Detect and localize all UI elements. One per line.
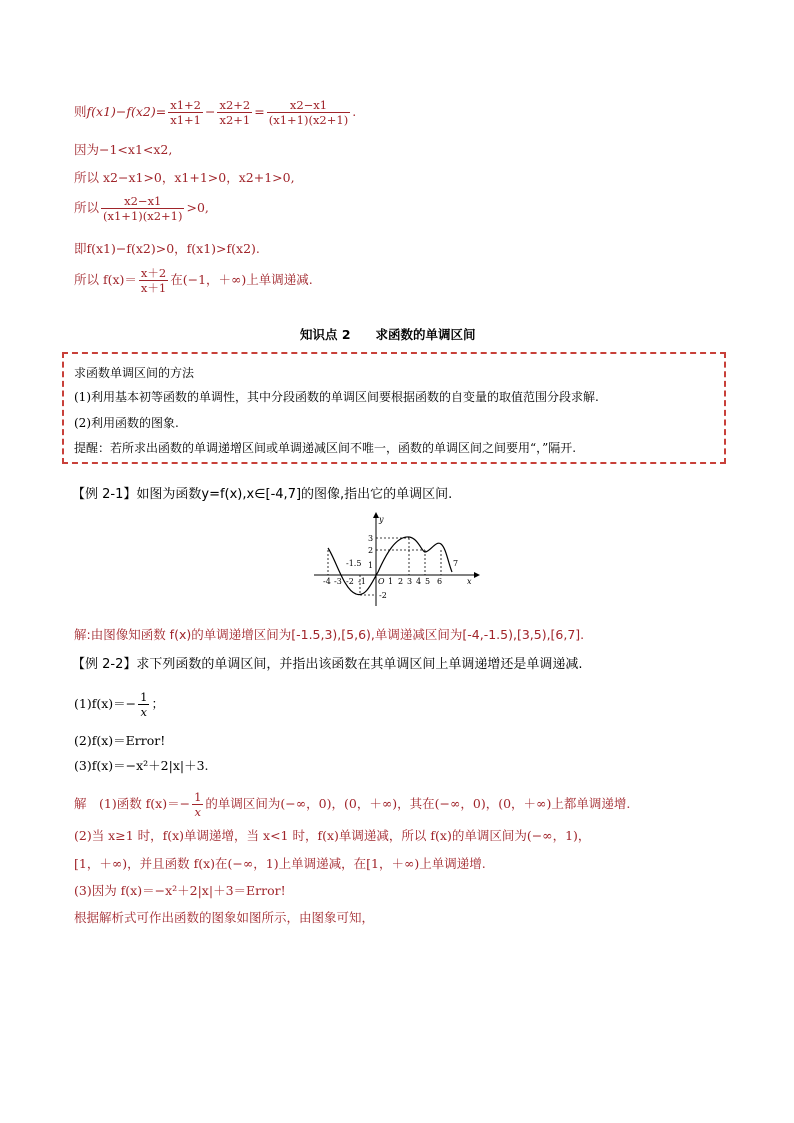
fraction-numerator: x1+2 [170, 98, 201, 112]
x-tick-label: 2 [398, 577, 404, 586]
y-tick-label: 1 [368, 561, 374, 570]
problem-1 [74, 690, 164, 719]
x-tick-label: 5 [425, 577, 431, 586]
solution-line-5: 根据解析式可作出函数的图象如图所示，由图象可知， [74, 910, 375, 925]
annotation-label: -1.5 [346, 559, 362, 568]
function-graph [312, 510, 482, 610]
example-2-1-solution: 解:由图像知函数 f(x)的单调递增区间为[-1.5,3),[5,6),单调递减区间为[-4,-1.5),[3,5),[6,7]. [74, 627, 585, 642]
x-axis-arrow-icon [474, 572, 480, 578]
problem-2: (2)f(x)＝Error! [74, 733, 166, 748]
y-axis-label: y [379, 515, 384, 524]
x-tick-label: -3 [334, 577, 342, 586]
fraction-denominator: x [194, 805, 201, 819]
text: 则 [74, 104, 87, 119]
text: 的单调区间为(−∞，0)，(0，＋∞)，其在(−∞，0)，(0，＋∞)上都单调递增. [205, 796, 631, 811]
solution-line-2: (2)当 x≥1 时，f(x)单调递增，当 x<1 时，f(x)单调递减，所以 f(x)的单调区间为(−∞，1)， [74, 828, 591, 843]
solution-line-3: [1，＋∞)，并且函数 f(x)在(−∞，1)上单调递减，在[1，＋∞)上单调递增. [74, 856, 486, 871]
origin-label: O [378, 577, 385, 586]
text: 解 (1)函数 f(x)＝− [74, 796, 191, 811]
y-tick-label: -2 [379, 591, 387, 600]
math-expr: f(x1)−f(x2)= [86, 104, 167, 119]
y-tick-label: 2 [368, 546, 374, 555]
fraction-denominator: (x1+1)(x2+1) [103, 209, 183, 223]
solution-line-4: (3)因为 f(x)＝−x²＋2|x|＋3＝Error! [74, 883, 286, 898]
fraction-denominator: x＋1 [140, 281, 167, 295]
text: 所以 f(x)＝ [74, 272, 137, 287]
solution-line-1 [74, 790, 630, 819]
fraction-numerator: x2+2 [219, 98, 251, 112]
method-box-line-1: (1)利用基本初等函数的单调性，其中分段函数的单调区间要根据函数的自变量的取值范围分段求解. [74, 390, 599, 404]
method-box-title: 求函数单调区间的方法 [74, 366, 195, 380]
fraction [139, 266, 168, 295]
proof-line-1 [74, 98, 356, 127]
example-label: 【例 2-1】 [72, 487, 137, 502]
section-heading: 知识点 2 求函数的单调区间 [300, 327, 476, 342]
fraction-numerator: 1 [194, 790, 202, 804]
fraction-denominator: x [140, 705, 148, 719]
x-tick-label: 7 [453, 559, 459, 568]
proof-line-6 [74, 266, 313, 295]
fraction-denominator: x2+1 [219, 113, 251, 127]
fraction [101, 194, 184, 223]
method-box-line-2: (2)利用函数的图象. [74, 416, 179, 430]
fraction [138, 690, 149, 719]
fraction-numerator: x＋2 [140, 266, 167, 280]
fraction-denominator: (x1+1)(x2+1) [268, 113, 349, 127]
text: >0, [186, 200, 209, 215]
fraction-numerator: x2−x1 [101, 194, 184, 209]
proof-line-4 [74, 194, 209, 223]
x-tick-label: -4 [323, 577, 331, 586]
method-box [62, 352, 726, 464]
text: (1)f(x)＝− [74, 696, 137, 711]
text: 在(−1，＋∞)上单调递减. [170, 272, 313, 287]
x-tick-label: 1 [388, 577, 394, 586]
fraction-numerator: 1 [140, 690, 148, 704]
proof-line-2: 因为−1<x1<x2, [74, 142, 173, 157]
x-tick-label: -2 [346, 577, 354, 586]
example-text: 求下列函数的单调区间，并指出该函数在其单调区间上单调递增还是单调递减. [136, 657, 583, 672]
text: ； [151, 696, 164, 711]
x-tick-label: 4 [416, 577, 422, 586]
example-label: 【例 2-2】 [72, 657, 137, 672]
example-2-2 [72, 653, 583, 672]
fraction [168, 98, 203, 127]
equals-sign: = [254, 104, 265, 119]
x-tick-label: 6 [437, 577, 443, 586]
period: . [352, 104, 357, 119]
fraction [192, 790, 203, 819]
proof-line-5: 即f(x1)−f(x2)>0，f(x1)>f(x2). [74, 241, 260, 256]
example-text: 如图为函数y=f(x),x∈[-4,7]的图像,指出它的单调区间. [136, 487, 453, 502]
minus-sign: − [205, 104, 216, 119]
method-box-line-3: 提醒：若所求出函数的单调递增区间或单调递减区间不唯一，函数的单调区间之间要用“，”隔开. [74, 441, 577, 455]
fraction [217, 98, 252, 127]
x-tick-label: 3 [407, 577, 413, 586]
proof-line-3: 所以 x2−x1>0，x1+1>0，x2+1>0, [74, 170, 295, 185]
fraction-numerator: x2−x1 [267, 98, 350, 113]
fraction [267, 98, 350, 127]
y-tick-label: 3 [368, 534, 374, 543]
text: 所以 [74, 200, 100, 215]
x-tick-label: -1 [358, 577, 366, 586]
problem-3: (3)f(x)＝−x²＋2|x|＋3. [74, 758, 209, 773]
x-axis-label: x [467, 577, 472, 586]
fraction-denominator: x1+1 [170, 113, 201, 127]
example-2-1 [72, 483, 452, 502]
